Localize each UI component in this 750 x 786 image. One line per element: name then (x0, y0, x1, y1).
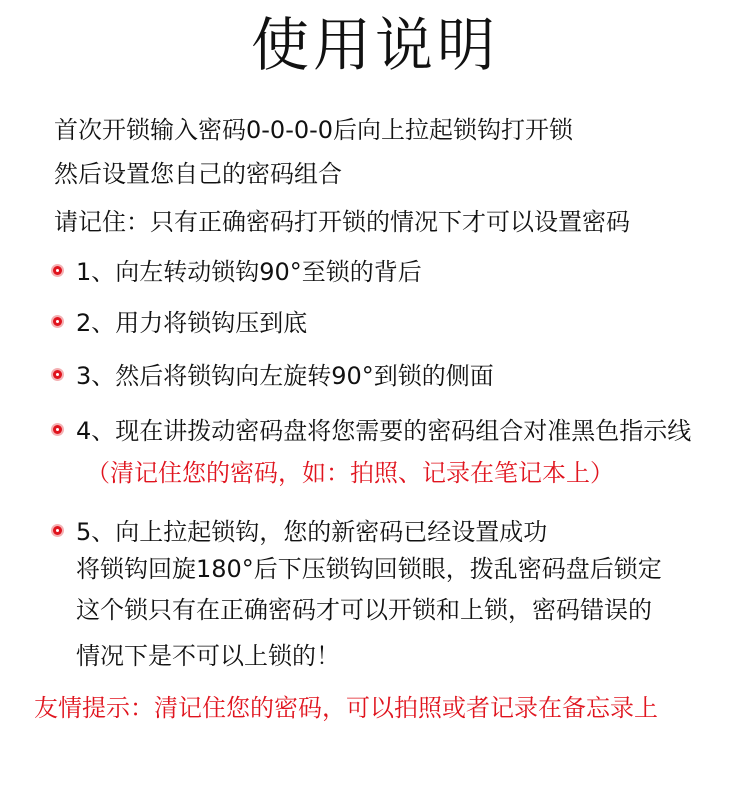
intro-line-2: 然后设置您自己的密码组合 (54, 160, 342, 188)
step-1: 1、向左转动锁钩90°至锁的背后 (76, 258, 422, 286)
step-5-extra-1: 将锁钩回旋180°后下压锁钩回锁眼，拨乱密码盘后锁定 (76, 555, 662, 583)
intro-line-1: 首次开锁输入密码0-0-0-0后向上拉起锁钩打开锁 (54, 116, 574, 144)
bullet-icon (53, 425, 62, 434)
step-4-note: （清记住您的密码，如：拍照、记录在笔记本上） (86, 459, 614, 487)
step-5: 5、向上拉起锁钩，您的新密码已经设置成功 (76, 518, 548, 546)
bullet-icon (53, 266, 62, 275)
step-4: 4、现在讲拨动密码盘将您需要的密码组合对准黑色指示线 (76, 417, 692, 445)
friendly-tip: 友情提示：清记住您的密码，可以拍照或者记录在备忘录上 (34, 694, 658, 722)
step-5-extra-2: 这个锁只有在正确密码才可以开锁和上锁，密码错误的 (76, 596, 652, 624)
step-3: 3、然后将锁钩向左旋转90°到锁的侧面 (76, 362, 494, 390)
bullet-icon (53, 526, 62, 535)
bullet-icon (53, 317, 62, 326)
step-5-extra-3: 情况下是不可以上锁的！ (76, 642, 340, 670)
bullet-icon (53, 370, 62, 379)
step-2: 2、用力将锁钩压到底 (76, 309, 308, 337)
intro-line-3: 请记住：只有正确密码打开锁的情况下才可以设置密码 (54, 208, 630, 236)
page-title: 使用说明 (250, 11, 499, 79)
